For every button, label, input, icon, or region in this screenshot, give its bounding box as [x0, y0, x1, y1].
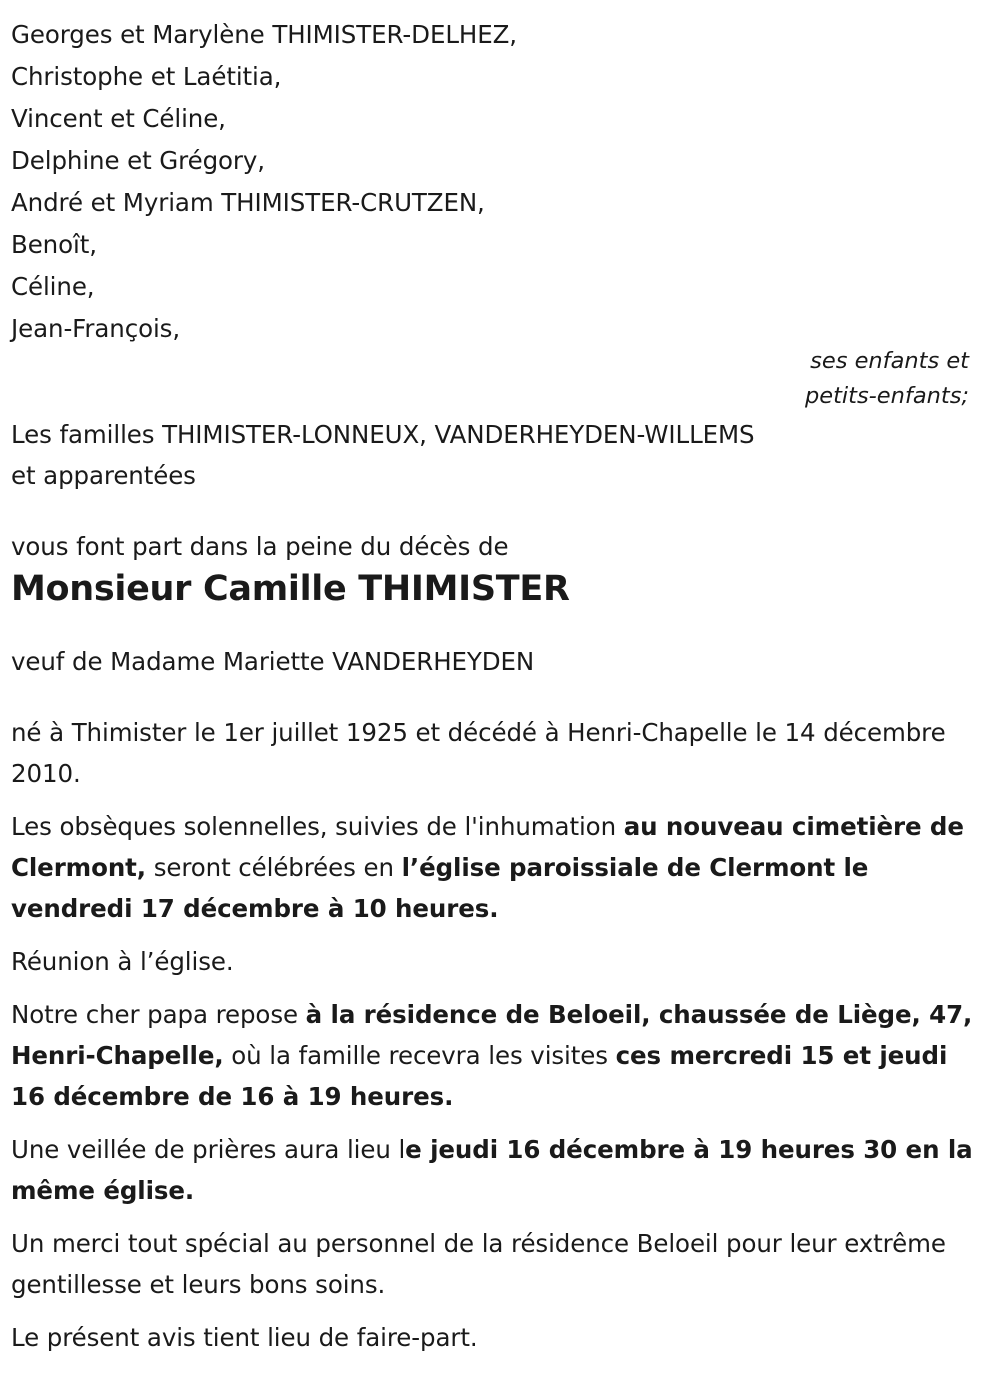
vigil-bold-1: e jeudi 16 décembre à 19 heures 30 en la même église.: [11, 1135, 973, 1205]
closing-paragraph: Le présent avis tient lieu de faire-part.: [11, 1323, 478, 1352]
list-item: Jean-François,: [11, 314, 181, 343]
list-item: André et Myriam THIMISTER-CRUTZEN,: [11, 188, 485, 217]
thanks-paragraph: Un merci tout spécial au personnel de la résidence Beloeil pour leur extrême gentillesse et leurs bons soins.: [11, 1229, 946, 1299]
funeral-bold-1: au nouveau cimetière de Clermont,: [11, 812, 964, 882]
attribution-line-2: petits-enfants;: [804, 383, 969, 409]
visitation-part-2: où la famille recevra les visites: [223, 1041, 616, 1070]
list-item: Delphine et Grégory,: [11, 146, 265, 175]
families-line-2: et apparentées: [11, 461, 196, 490]
list-item: Georges et Marylène THIMISTER-DELHEZ,: [11, 20, 517, 49]
page-title: Monsieur Camille THIMISTER: [11, 569, 570, 609]
visitation-bold-2: ces mercredi 15 et jeudi 16 décembre de 16 à 19 heures.: [11, 1041, 948, 1111]
attribution-line-1: ses enfants et: [810, 348, 969, 374]
visitation-bold-1: à la résidence de Beloeil, chaussée de Liège, 47, Henri-Chapelle,: [11, 1000, 973, 1070]
list-item: Céline,: [11, 272, 95, 301]
gathering-paragraph: Réunion à l’église.: [11, 947, 234, 976]
list-item: Christophe et Laétitia,: [11, 62, 282, 91]
list-item: Vincent et Céline,: [11, 104, 226, 133]
funeral-bold-2: l’église paroissiale de Clermont le vendredi 17 décembre à 10 heures.: [11, 853, 869, 923]
funeral-paragraph: [11, 806, 975, 929]
vigil-part-1: Une veillée de prières aura lieu l: [11, 1135, 406, 1164]
funeral-part-1: Les obsèques solennelles, suivies de l'inhumation: [11, 812, 624, 841]
vigil-paragraph: [11, 1129, 975, 1211]
list-item: Benoît,: [11, 230, 97, 259]
visitation-paragraph: [11, 994, 975, 1117]
survivors-attribution: [11, 344, 975, 414]
deceased-spouse-line: veuf de Madame Mariette VANDERHEYDEN: [11, 647, 535, 676]
funeral-part-2: seront célébrées en: [146, 853, 402, 882]
announcement-text: vous font part dans la peine du décès de: [11, 532, 509, 561]
survivors-list: [11, 14, 975, 350]
families-line-1: Les familles THIMISTER-LONNEUX, VANDERHEYDEN-WILLEMS: [11, 420, 755, 449]
visitation-part-1: Notre cher papa repose: [11, 1000, 306, 1029]
deceased-birth-death: né à Thimister le 1er juillet 1925 et décédé à Henri-Chapelle le 14 décembre 2010.: [11, 718, 946, 788]
